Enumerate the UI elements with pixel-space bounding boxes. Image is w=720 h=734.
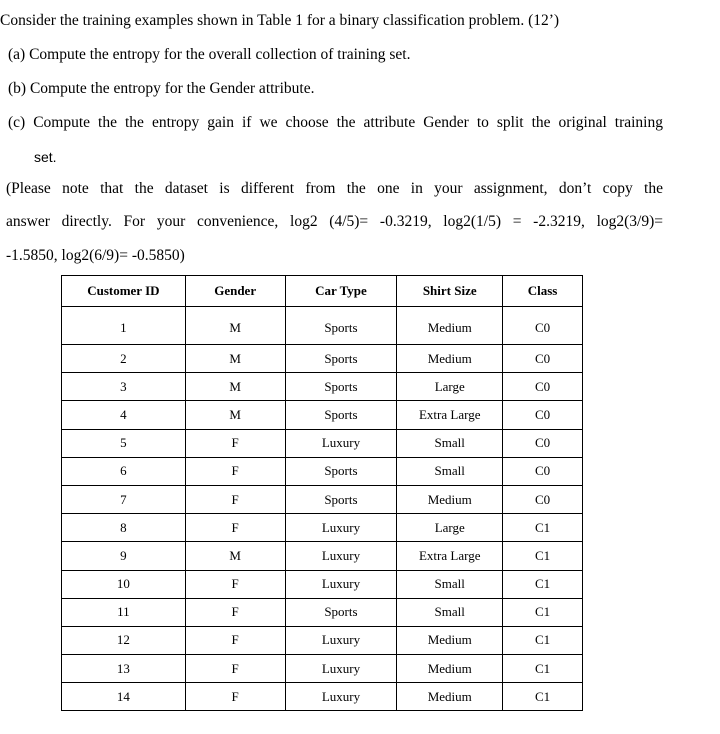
cell-gender: F — [185, 485, 285, 513]
header-class: Class — [503, 276, 583, 307]
header-customer-id: Customer ID — [62, 276, 186, 307]
table-row — [62, 457, 583, 485]
cell-shirt-size: Large — [397, 373, 503, 401]
table-row — [62, 429, 583, 457]
table-row — [62, 307, 583, 345]
table-row — [62, 514, 583, 542]
cell-class: C0 — [503, 401, 583, 429]
cell-customer-id: 10 — [62, 570, 186, 598]
cell-gender: F — [185, 626, 285, 654]
cell-customer-id: 6 — [62, 457, 186, 485]
cell-car-type: Luxury — [285, 514, 397, 542]
cell-car-type: Luxury — [285, 655, 397, 683]
cell-class: C0 — [503, 373, 583, 401]
cell-shirt-size: Medium — [397, 485, 503, 513]
cell-gender: F — [185, 655, 285, 683]
question-part-c: (c) Compute the the entropy gain if we choose the attribute Gender to split the original training — [8, 114, 663, 131]
cell-shirt-size: Large — [397, 514, 503, 542]
table-row — [62, 485, 583, 513]
note-line-1: (Please note that the dataset is different from the one in your assignment, don’t copy the — [6, 180, 663, 197]
cell-gender: F — [185, 683, 285, 711]
cell-shirt-size: Medium — [397, 626, 503, 654]
cell-customer-id: 2 — [62, 345, 186, 373]
cell-gender: F — [185, 457, 285, 485]
header-shirt-size: Shirt Size — [397, 276, 503, 307]
cell-gender: M — [185, 307, 285, 345]
training-examples-table — [61, 275, 583, 711]
cell-gender: F — [185, 570, 285, 598]
cell-customer-id: 14 — [62, 683, 186, 711]
table-row — [62, 655, 583, 683]
cell-customer-id: 3 — [62, 373, 186, 401]
cell-gender: F — [185, 598, 285, 626]
question-part-b: (b) Compute the entropy for the Gender attribute. — [8, 80, 315, 97]
cell-class: C1 — [503, 514, 583, 542]
table-row — [62, 345, 583, 373]
cell-customer-id: 8 — [62, 514, 186, 542]
cell-car-type: Luxury — [285, 570, 397, 598]
header-car-type: Car Type — [285, 276, 397, 307]
cell-customer-id: 11 — [62, 598, 186, 626]
note-line-3: -1.5850, log2(6/9)= -0.5850) — [6, 247, 185, 264]
table-row — [62, 570, 583, 598]
cell-shirt-size: Medium — [397, 307, 503, 345]
cell-class: C1 — [503, 570, 583, 598]
cell-customer-id: 4 — [62, 401, 186, 429]
cell-class: C0 — [503, 429, 583, 457]
cell-class: C0 — [503, 307, 583, 345]
table-header-row — [62, 276, 583, 307]
cell-gender: M — [185, 345, 285, 373]
cell-customer-id: 7 — [62, 485, 186, 513]
cell-shirt-size: Medium — [397, 683, 503, 711]
table-row — [62, 542, 583, 570]
cell-gender: F — [185, 514, 285, 542]
cell-customer-id: 1 — [62, 307, 186, 345]
cell-shirt-size: Small — [397, 429, 503, 457]
cell-car-type: Luxury — [285, 429, 397, 457]
question-part-a: (a) Compute the entropy for the overall collection of training set. — [8, 46, 411, 63]
cell-shirt-size: Extra Large — [397, 401, 503, 429]
cell-car-type: Sports — [285, 345, 397, 373]
cell-shirt-size: Medium — [397, 655, 503, 683]
cell-customer-id: 12 — [62, 626, 186, 654]
cell-class: C1 — [503, 626, 583, 654]
table-row — [62, 373, 583, 401]
cell-gender: M — [185, 542, 285, 570]
cell-car-type: Luxury — [285, 683, 397, 711]
cell-car-type: Luxury — [285, 626, 397, 654]
cell-shirt-size: Small — [397, 570, 503, 598]
cell-customer-id: 9 — [62, 542, 186, 570]
table-body — [62, 307, 583, 711]
cell-car-type: Sports — [285, 373, 397, 401]
cell-shirt-size: Medium — [397, 345, 503, 373]
table-row — [62, 626, 583, 654]
cell-gender: F — [185, 429, 285, 457]
cell-shirt-size: Small — [397, 598, 503, 626]
cell-class: C1 — [503, 683, 583, 711]
cell-car-type: Sports — [285, 401, 397, 429]
cell-class: C1 — [503, 655, 583, 683]
cell-class: C0 — [503, 485, 583, 513]
table-row — [62, 401, 583, 429]
cell-class: C0 — [503, 345, 583, 373]
cell-customer-id: 13 — [62, 655, 186, 683]
note-line-2: answer directly. For your convenience, log2 (4/5)= -0.3219, log2(1/5) = -2.3219, log2(3/9)= — [6, 213, 663, 230]
header-gender: Gender — [185, 276, 285, 307]
cell-shirt-size: Extra Large — [397, 542, 503, 570]
cell-car-type: Sports — [285, 485, 397, 513]
cell-car-type: Sports — [285, 598, 397, 626]
cell-shirt-size: Small — [397, 457, 503, 485]
table-row — [62, 598, 583, 626]
cell-car-type: Sports — [285, 307, 397, 345]
cell-car-type: Luxury — [285, 542, 397, 570]
cell-class: C1 — [503, 542, 583, 570]
cell-class: C0 — [503, 457, 583, 485]
question-part-c-continuation: set. — [34, 149, 57, 165]
cell-gender: M — [185, 373, 285, 401]
cell-gender: M — [185, 401, 285, 429]
question-intro: Consider the training examples shown in Table 1 for a binary classification problem. (12’) — [0, 12, 560, 29]
cell-car-type: Sports — [285, 457, 397, 485]
table-row — [62, 683, 583, 711]
cell-class: C1 — [503, 598, 583, 626]
cell-customer-id: 5 — [62, 429, 186, 457]
